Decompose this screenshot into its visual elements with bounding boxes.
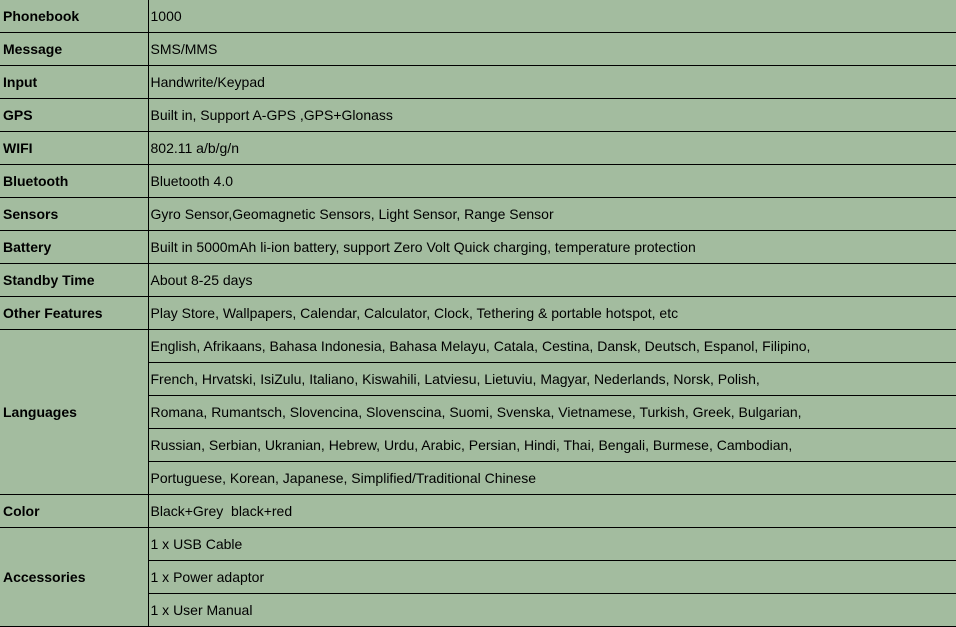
spec-value: 1 x USB Cable (148, 528, 956, 561)
spec-label: Languages (0, 330, 148, 495)
spec-value: SMS/MMS (148, 33, 956, 66)
spec-label: Message (0, 33, 148, 66)
spec-value: Russian, Serbian, Ukranian, Hebrew, Urdu, Arabic, Persian, Hindi, Thai, Bengali, Burmese, Cambodian, (148, 429, 956, 462)
spec-label: Bluetooth (0, 165, 148, 198)
spec-row-phonebook (0, 0, 956, 33)
spec-value: About 8-25 days (148, 264, 956, 297)
spec-label: Other Features (0, 297, 148, 330)
spec-label: Accessories (0, 528, 148, 627)
spec-row-message (0, 33, 956, 66)
spec-row-bluetooth (0, 165, 956, 198)
spec-label: Sensors (0, 198, 148, 231)
spec-value: Black+Grey black+red (148, 495, 956, 528)
spec-value: Romana, Rumantsch, Slovencina, Slovenscina, Suomi, Svenska, Vietnamese, Turkish, Greek, Bulgarian, (148, 396, 956, 429)
spec-value: 802.11 a/b/g/n (148, 132, 956, 165)
spec-label: Color (0, 495, 148, 528)
spec-label: WIFI (0, 132, 148, 165)
spec-row-standby-time (0, 264, 956, 297)
spec-row-color (0, 495, 956, 528)
spec-label: Phonebook (0, 0, 148, 33)
spec-row-accessories (0, 528, 956, 561)
spec-value: Built in, Support A-GPS ,GPS+Glonass (148, 99, 956, 132)
spec-label: Input (0, 66, 148, 99)
spec-row-gps (0, 99, 956, 132)
spec-value: Bluetooth 4.0 (148, 165, 956, 198)
spec-value: Play Store, Wallpapers, Calendar, Calculator, Clock, Tethering & portable hotspot, etc (148, 297, 956, 330)
spec-row-wifi (0, 132, 956, 165)
spec-value: English, Afrikaans, Bahasa Indonesia, Bahasa Melayu, Catala, Cestina, Dansk, Deutsch, Espanol, Filipino, (148, 330, 956, 363)
spec-value: Built in 5000mAh li-ion battery, support Zero Volt Quick charging, temperature protection (148, 231, 956, 264)
spec-value: 1 x Power adaptor (148, 561, 956, 594)
spec-value: 1000 (148, 0, 956, 33)
spec-value: 1 x User Manual (148, 594, 956, 627)
spec-value: Gyro Sensor,Geomagnetic Sensors, Light Sensor, Range Sensor (148, 198, 956, 231)
spec-row-input (0, 66, 956, 99)
spec-row-languages (0, 330, 956, 363)
spec-label: Battery (0, 231, 148, 264)
spec-row-battery (0, 231, 956, 264)
spec-row-other-features (0, 297, 956, 330)
spec-value: Handwrite/Keypad (148, 66, 956, 99)
spec-label: Standby Time (0, 264, 148, 297)
spec-label: GPS (0, 99, 148, 132)
spec-row-sensors (0, 198, 956, 231)
spec-value: French, Hrvatski, IsiZulu, Italiano, Kiswahili, Latviesu, Lietuviu, Magyar, Nederlands, Norsk, Polish, (148, 363, 956, 396)
spec-value: Portuguese, Korean, Japanese, Simplified/Traditional Chinese (148, 462, 956, 495)
